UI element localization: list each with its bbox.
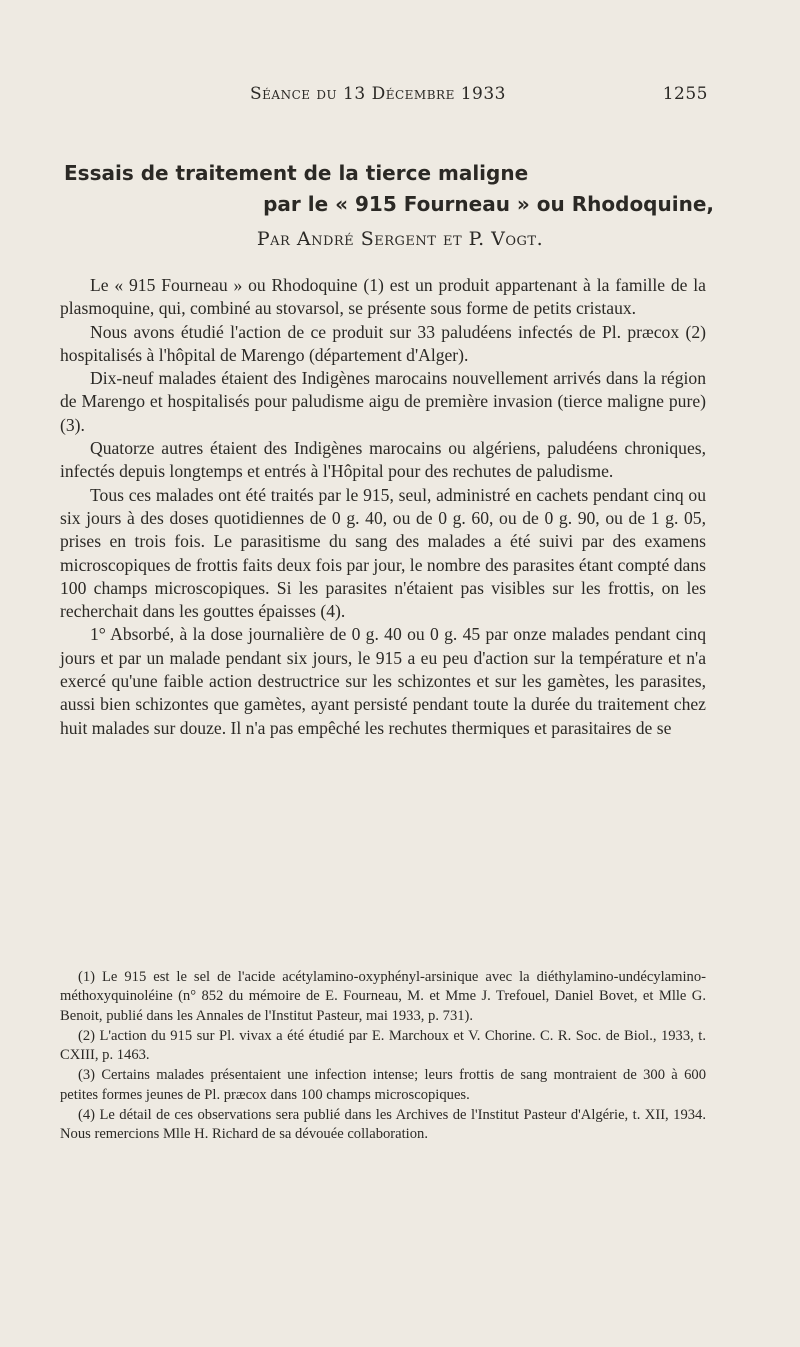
body-paragraph: Dix-neuf malades étaient des Indigènes marocains nouvellement arrivés dans la région de Marengo et hospitalisés pour paludisme aigu de première invasion (tierce maligne pure) (3).: [60, 368, 706, 435]
title-line-2: par le « 915 Fourneau » ou Rhodoquine,: [263, 192, 714, 216]
body-paragraph: Quatorze autres étaient des Indigènes marocains ou algériens, paludéens chroniques, infectés depuis longtemps et entrés à l'Hôpital pour des rechutes de paludisme.: [60, 438, 706, 482]
footnotes: [60, 968, 706, 1146]
running-header: [0, 84, 800, 114]
article-title: [64, 158, 714, 220]
article-authors: Par André Sergent et P. Vogt.: [256, 228, 544, 250]
body-paragraph: Nous avons étudié l'action de ce produit sur 33 paludéens infectés de Pl. præcox (2) hospitalisés à l'hôpital de Marengo (département d'Alger).: [60, 321, 706, 365]
footnote: (1) Le 915 est le sel de l'acide acétylamino-oxyphényl-arsinique avec la diéthylamino-undécylamino-méthoxyquinoléine (n° 852 du mémoire de E. Fourneau, M. et Mme J. Trefouel, Daniel Bovet, et Mlle G. Benoit, publié dans les Annales de l'Institut Pasteur, mai 1933, p. 731).: [60, 969, 706, 1024]
body-paragraph: 1° Absorbé, à la dose journalière de 0 g. 40 ou 0 g. 45 par onze malades pendant cinq jours et par un malade pendant six jours, le 915 a eu peu d'action sur la température et n'a exercé qu'une faible action destructrice sur les schizontes et sur les gamètes, les parasites, aussi bien schizontes que gamètes, ayant persisté pendant toute la durée du traitement chez huit malades sur douze. Il n'a pas empêché les rechutes thermiques et parasitaires de se: [60, 624, 706, 738]
footnote: (2) L'action du 915 sur Pl. vivax a été étudié par E. Marchoux et V. Chorine. C. R. Soc. de Biol., 1933, t. CXIII, p. 1463.: [60, 1027, 706, 1064]
footnote: (3) Certains malades présentaient une infection intense; leurs frottis de sang montraient de 300 à 600 petites formes jeunes de Pl. præcox dans 100 champs microscopiques.: [60, 1067, 706, 1103]
running-title: Séance du 13 Décembre 1933: [250, 84, 506, 104]
footnote: (4) Le détail de ces observations sera publié dans les Archives de l'Institut Pasteur d'Algérie, t. XII, 1934. Nous remercions Mlle H. Richard de sa dévouée collaboration.: [60, 1107, 706, 1143]
body-paragraph: Le « 915 Fourneau » ou Rhodoquine (1) est un produit appartenant à la famille de la plasmoquine, qui, combiné au stovarsol, se présente sous forme de petits cristaux.: [60, 275, 706, 319]
body-paragraph: Tous ces malades ont été traités par le 915, seul, administré en cachets pendant cinq ou six jours à des doses quotidiennes de 0 g. 40, ou de 0 g. 60, ou de 0 g. 90, ou de 1 g. 05, prises en trois fois. Le parasitisme du sang des malades a été suivi par des examens microscopiques de frottis faits deux fois par jour, le nombre des parasites étant compté dans 100 champs microscopiques. Si les parasites n'étaient pas visibles sur les frottis, on les recherchait dans les gouttes épaisses (4).: [60, 484, 706, 622]
title-line-1: Essais de traitement de la tierce maligne: [64, 161, 529, 185]
page-number: 1255: [662, 84, 708, 104]
article-body: [60, 274, 706, 740]
